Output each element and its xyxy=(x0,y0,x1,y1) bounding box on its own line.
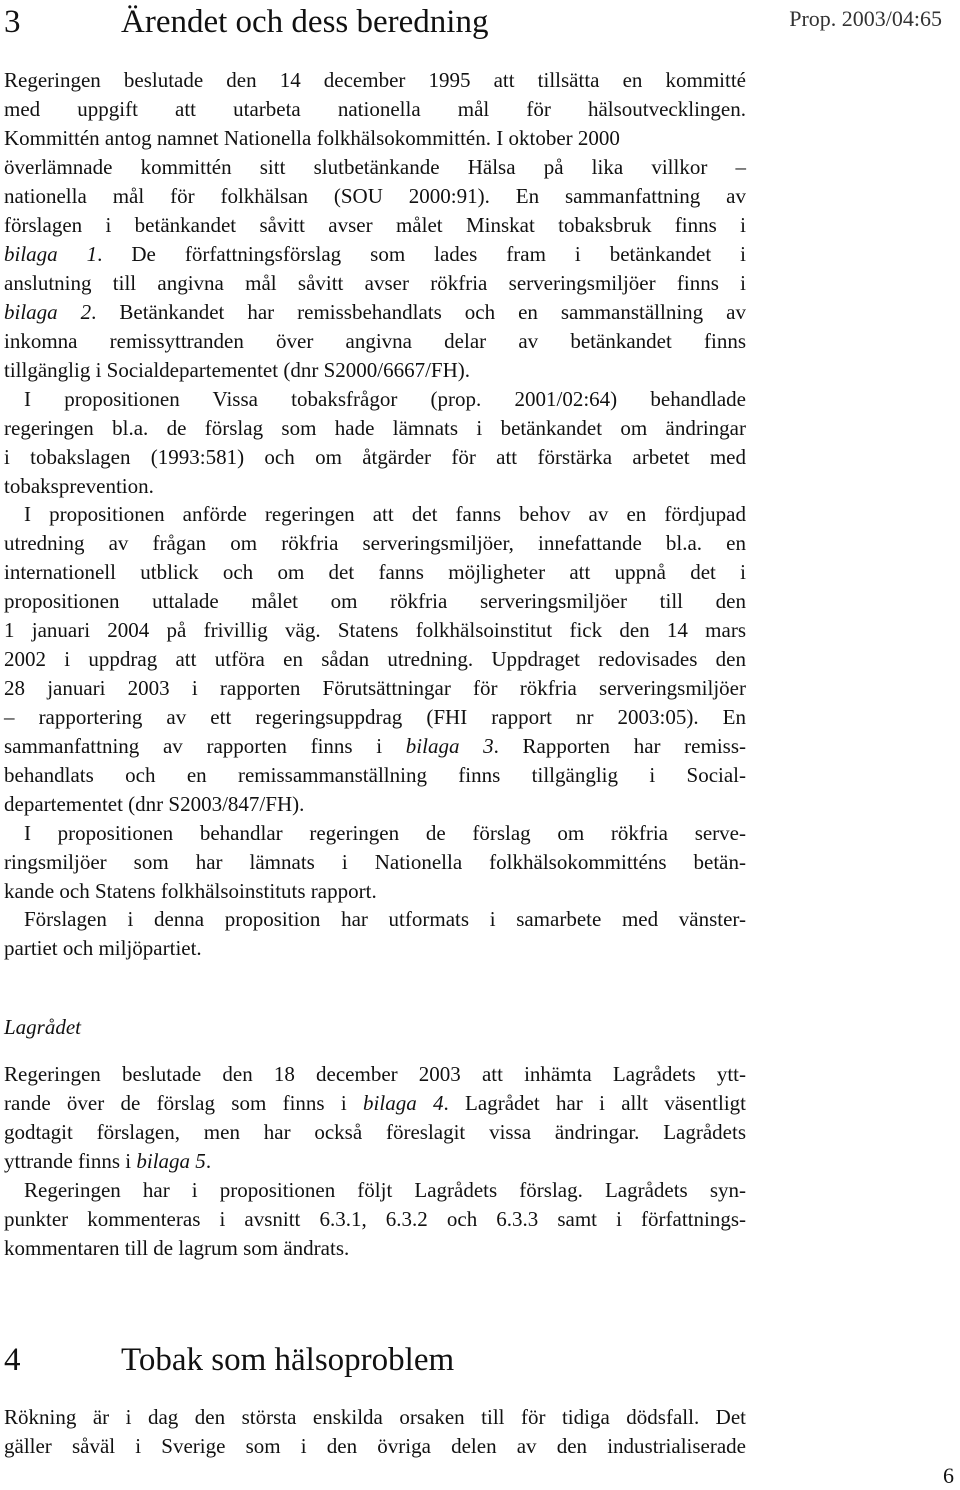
text-run: . Lagrådet har i allt väsentligt xyxy=(443,1091,746,1115)
text-run: i tobakslagen (1993:581) och om åtgärder för att förstärka arbetet med xyxy=(4,445,746,469)
text-run: överlämnade kommittén sitt slutbetänkande Hälsa på lika villkor – xyxy=(4,155,746,179)
text-run: förslagen i betänkandet såvitt avser målet Minskat tobaksbruk finns i xyxy=(4,213,746,237)
text-run: Regeringen beslutade den 18 december 2003 att inhämta Lagrådets ytt- xyxy=(4,1062,746,1086)
text-run: Regeringen har i propositionen följt Lagrådets förslag. Lagrådets syn- xyxy=(24,1178,746,1202)
text-run: nationella mål för folkhälsan (SOU 2000:91). En sammanfattning av xyxy=(4,184,746,208)
text-run: I propositionen anförde regeringen att det fanns behov av en fördjupad xyxy=(24,502,746,526)
text-run: partiet och miljöpartiet. xyxy=(4,936,202,960)
text-run: gäller såväl i Sverige som i den övriga delen av den industrialiserade xyxy=(4,1434,746,1458)
text-line xyxy=(4,1432,746,1461)
text-line xyxy=(4,1176,746,1205)
text-line xyxy=(4,240,746,269)
text-line xyxy=(4,732,746,761)
text-run: 1 januari 2004 på frivillig väg. Statens folkhälsoinstitut fick den 14 mars xyxy=(4,618,746,642)
text-line xyxy=(4,645,746,674)
text-run: rande över de förslag som finns i xyxy=(4,1091,364,1115)
text-run: Kommittén antog namnet Nationella folkhälsokommittén. I oktober 2000 xyxy=(4,126,620,150)
text-line xyxy=(4,761,746,790)
italic-reference: bilaga 2 xyxy=(4,300,92,324)
text-line xyxy=(4,905,746,934)
text-line xyxy=(4,674,746,703)
text-run: . Rapporten har remiss- xyxy=(493,734,746,758)
section-title: Tobak som hälsoproblem xyxy=(121,1342,455,1378)
text-line xyxy=(4,558,746,587)
text-run: med uppgift att utarbeta nationella mål för hälsoutvecklingen. xyxy=(4,97,746,121)
section-number: 3 xyxy=(4,4,21,40)
text-line xyxy=(4,385,746,414)
text-run: tobaksprevention. xyxy=(4,474,154,498)
text-line xyxy=(4,934,746,963)
text-run: godtagit förslagen, men har också föreslagit vissa ändringar. Lagrådets xyxy=(4,1120,746,1144)
text-run: . De författningsförslag som lades fram i betänkandet i xyxy=(97,242,746,266)
text-line xyxy=(4,819,746,848)
text-line xyxy=(4,95,746,124)
section-3-paragraph xyxy=(4,66,746,153)
text-line xyxy=(4,211,746,240)
text-line xyxy=(4,472,746,501)
section-4-paragraph xyxy=(4,1403,746,1461)
text-run: I propositionen Vissa tobaksfrågor (prop. 2001/02:64) behandlade xyxy=(24,387,746,411)
lagradet-paragraph xyxy=(4,1176,746,1263)
italic-reference: bilaga 3 xyxy=(405,734,494,758)
text-line xyxy=(4,1118,746,1147)
text-line xyxy=(4,877,746,906)
section-3-heading xyxy=(4,2,704,42)
text-run: . xyxy=(205,1149,212,1173)
text-line xyxy=(4,1089,746,1118)
text-run: sammanfattning av rapporten finns i xyxy=(4,734,406,758)
section-3-paragraph xyxy=(4,500,746,819)
italic-reference: bilaga 5 xyxy=(136,1149,206,1173)
text-line xyxy=(4,848,746,877)
text-run: kande och Statens folkhälsoinstituts rapport. xyxy=(4,879,377,903)
text-line xyxy=(4,124,746,153)
text-run: . Betänkandet har remissbehandlats och en sammanställning av xyxy=(91,300,746,324)
text-run: kommentaren till de lagrum som ändrats. xyxy=(4,1236,350,1260)
text-run: I propositionen behandlar regeringen de förslag om rökfria serve- xyxy=(24,821,746,845)
text-line xyxy=(4,414,746,443)
text-line xyxy=(4,616,746,645)
section-number: 4 xyxy=(4,1342,21,1378)
text-run: yttrande finns i xyxy=(4,1149,137,1173)
text-line xyxy=(4,153,746,182)
italic-reference: bilaga 1 xyxy=(4,242,98,266)
text-run: 2002 i uppdrag att utföra en sådan utredning. Uppdraget redovisades den xyxy=(4,647,746,671)
section-4-heading xyxy=(4,1340,704,1380)
text-line xyxy=(4,1234,746,1263)
text-line xyxy=(4,1403,746,1432)
text-line xyxy=(4,356,746,385)
text-run: Förslagen i denna proposition har utformats i samarbete med vänster- xyxy=(24,907,746,931)
lagradet-heading: Lagrådet xyxy=(4,1015,82,1039)
text-run: utredning av frågan om rökfria serveringsmiljöer, innefattande bl.a. en xyxy=(4,531,746,555)
text-run: punkter kommenteras i avsnitt 6.3.1, 6.3.2 och 6.3.3 samt i författnings- xyxy=(4,1207,746,1231)
text-run: propositionen uttalade målet om rökfria serveringsmiljöer till den xyxy=(4,589,746,613)
text-run: behandlats och en remissammanställning finns tillgänglig i Social- xyxy=(4,763,746,787)
document-reference: Prop. 2003/04:65 xyxy=(789,6,942,31)
section-title: Ärendet och dess beredning xyxy=(121,4,489,40)
text-line xyxy=(4,443,746,472)
page-number: 6 xyxy=(943,1463,954,1488)
text-run: anslutning till angivna mål såvitt avser rökfria serveringsmiljöer finns i xyxy=(4,271,746,295)
text-line xyxy=(4,1205,746,1234)
section-3-paragraph xyxy=(4,905,746,963)
text-line xyxy=(4,790,746,819)
section-3-paragraph xyxy=(4,153,746,385)
text-line xyxy=(4,327,746,356)
text-line xyxy=(4,66,746,95)
text-run: inkomna remissyttranden över angivna delar av betänkandet finns xyxy=(4,329,746,353)
text-line xyxy=(4,1060,746,1089)
text-run: Regeringen beslutade den 14 december 1995 att tillsätta en kommitté xyxy=(4,68,746,92)
italic-reference: bilaga 4 xyxy=(363,1091,444,1115)
section-3-paragraph xyxy=(4,385,746,501)
text-run: – rapportering av ett regeringsuppdrag (FHI rapport nr 2003:05). En xyxy=(4,705,746,729)
text-run: departementet (dnr S2003/847/FH). xyxy=(4,792,305,816)
text-run: tillgänglig i Socialdepartementet (dnr S2000/6667/FH). xyxy=(4,358,471,382)
text-run: Rökning är i dag den största enskilda orsaken till för tidiga dödsfall. Det xyxy=(4,1405,746,1429)
text-line xyxy=(4,182,746,211)
text-run: regeringen bl.a. de förslag som hade lämnats i betänkandet om ändringar xyxy=(4,416,746,440)
section-3-paragraph xyxy=(4,819,746,906)
text-line xyxy=(4,1147,746,1176)
text-line xyxy=(4,587,746,616)
text-line xyxy=(4,529,746,558)
text-line xyxy=(4,500,746,529)
text-line xyxy=(4,269,746,298)
text-line xyxy=(4,298,746,327)
text-line xyxy=(4,703,746,732)
text-run: 28 januari 2003 i rapporten Förutsättningar för rökfria serveringsmiljöer xyxy=(4,676,746,700)
text-run: ringsmiljöer som har lämnats i Nationella folkhälsokommitténs betän- xyxy=(4,850,746,874)
text-run: internationell utblick och om det fanns möjligheter att uppnå det i xyxy=(4,560,746,584)
lagradet-paragraph xyxy=(4,1060,746,1176)
